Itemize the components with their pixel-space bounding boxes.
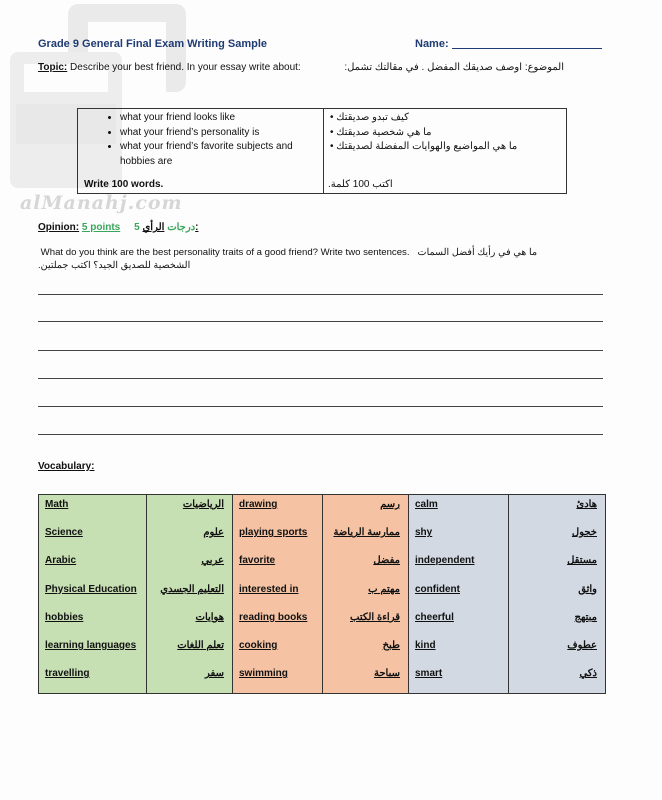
answer-line[interactable] — [38, 378, 603, 379]
answer-line[interactable] — [38, 350, 603, 351]
vocab-word: Science — [45, 527, 83, 539]
vocab-word-arabic: واثق — [578, 583, 597, 595]
vocab-word-arabic: مهتم ب — [368, 583, 400, 595]
opinion-question — [38, 246, 608, 271]
instruction-item: • what your friend’s personality is — [120, 126, 323, 141]
vocab-word: cheerful — [415, 611, 454, 623]
answer-line[interactable] — [38, 406, 603, 407]
opinion-label-arabic: الرأي: — [142, 222, 199, 233]
answer-line[interactable] — [38, 321, 603, 322]
instructions-box — [77, 108, 567, 194]
vocab-column-english-traits — [409, 495, 509, 694]
vocab-word: Physical Education — [45, 583, 137, 595]
word-count-instruction: Write 100 words. — [84, 179, 164, 190]
vocab-word-arabic: عطوف — [567, 639, 597, 651]
vocab-word: travelling — [45, 668, 90, 680]
vocab-column-english-hobbies — [233, 495, 323, 694]
opinion-label: Opinion: — [38, 222, 80, 233]
vocab-word: hobbies — [45, 611, 84, 623]
vocab-word-arabic: ممارسة الرياضة — [333, 527, 400, 539]
topic-arabic: الموضوع: اوصف صديقك المفضل . في مقالتك تشمل: — [344, 62, 564, 73]
vocab-word: independent — [415, 555, 475, 567]
vocab-column-arabic-traits — [509, 495, 606, 694]
instruction-item-arabic: ما هي شخصية صديقتك • — [330, 126, 432, 138]
table-row — [39, 495, 606, 694]
topic-line — [38, 62, 608, 80]
vocab-word-arabic: عربي — [201, 555, 224, 567]
vocab-column-arabic-subjects — [147, 495, 233, 694]
instruction-item-arabic: كيف تبدو صديقتك • — [330, 112, 409, 123]
name-field-line[interactable] — [452, 48, 602, 49]
vocab-column-english-subjects — [39, 495, 147, 694]
vocab-word: reading books — [239, 611, 308, 623]
vocab-word-arabic: الرياضيات — [182, 499, 224, 510]
vocab-word-arabic: مبتهج — [574, 611, 597, 623]
vocab-word-arabic: ذكي — [579, 668, 597, 680]
vocab-word-arabic: خجول — [571, 527, 597, 539]
vocab-word: cooking — [239, 639, 278, 651]
vocab-word: interested in — [239, 583, 299, 595]
vocab-word-arabic: قراءة الكتب — [350, 611, 400, 623]
vocab-word: favorite — [239, 555, 276, 567]
vocab-word-arabic: التعليم الجسدي — [160, 583, 224, 595]
vocab-word-arabic: سباحة — [374, 668, 400, 680]
vocab-word-arabic: طبخ — [382, 639, 400, 651]
vocab-word: smart — [415, 668, 443, 680]
vocab-word-arabic: مستقل — [567, 555, 597, 567]
exam-header — [38, 36, 608, 56]
vocab-word-arabic: رسم — [380, 499, 400, 510]
topic-label: Topic: — [38, 62, 68, 73]
vocab-word-arabic: هادئ — [576, 499, 597, 510]
instruction-item: • what your friend’s favorite subjects and hobbies are — [120, 140, 323, 169]
vocab-word: shy — [415, 527, 433, 539]
vocab-word-arabic: تعلم اللغات — [177, 639, 224, 651]
topic-text: Describe your best friend. In your essay write about: — [70, 62, 301, 73]
answer-line[interactable] — [38, 294, 603, 295]
instructions-english — [78, 109, 323, 190]
vocab-word: kind — [415, 639, 436, 651]
word-count-instruction-arabic: اكتب 100 كلمة. — [328, 179, 393, 190]
vocab-word-arabic: علوم — [203, 527, 224, 539]
instruction-item: • what your friend looks like — [120, 111, 323, 126]
question-english: What do you think are the best personality traits of a good friend? Write two sentences. — [40, 247, 410, 258]
name-label: Name: — [415, 38, 449, 50]
answer-line[interactable] — [38, 434, 603, 435]
vocab-column-arabic-hobbies — [323, 495, 409, 694]
question-arabic-part2: الشخصية للصديق الجيد؟ اكتب جملتين. — [38, 260, 191, 271]
vocab-word: calm — [415, 499, 438, 510]
opinion-heading — [38, 222, 199, 233]
vocabulary-label: Vocabulary: — [38, 461, 95, 472]
vocab-word: swimming — [239, 668, 288, 680]
watermark-text: alManahj.com — [20, 192, 183, 214]
opinion-points: 5 points — [81, 222, 121, 233]
question-arabic-part1: ما هي في رأيك أفضل السمات — [417, 247, 538, 258]
vocab-word: confident — [415, 583, 460, 595]
vocab-word-arabic: سفر — [205, 668, 224, 680]
vocab-word: learning languages — [45, 639, 137, 651]
opinion-points-arabic: 5 درجات — [134, 222, 196, 233]
vocab-word: Arabic — [45, 555, 77, 567]
exam-title: Grade 9 General Final Exam Writing Sample — [38, 38, 268, 50]
vocab-word: drawing — [239, 499, 278, 510]
vocabulary-table — [38, 494, 606, 694]
vocab-word: Math — [45, 499, 69, 510]
box-divider — [323, 109, 324, 193]
instruction-item-arabic: ما هي المواضيع والهوايات المفضلة لصديقتك • — [330, 141, 518, 152]
vocab-word-arabic: مفضل — [373, 555, 400, 567]
vocab-word-arabic: هوايات — [195, 611, 224, 623]
instructions-arabic — [328, 109, 564, 190]
vocab-word: playing sports — [239, 527, 308, 539]
